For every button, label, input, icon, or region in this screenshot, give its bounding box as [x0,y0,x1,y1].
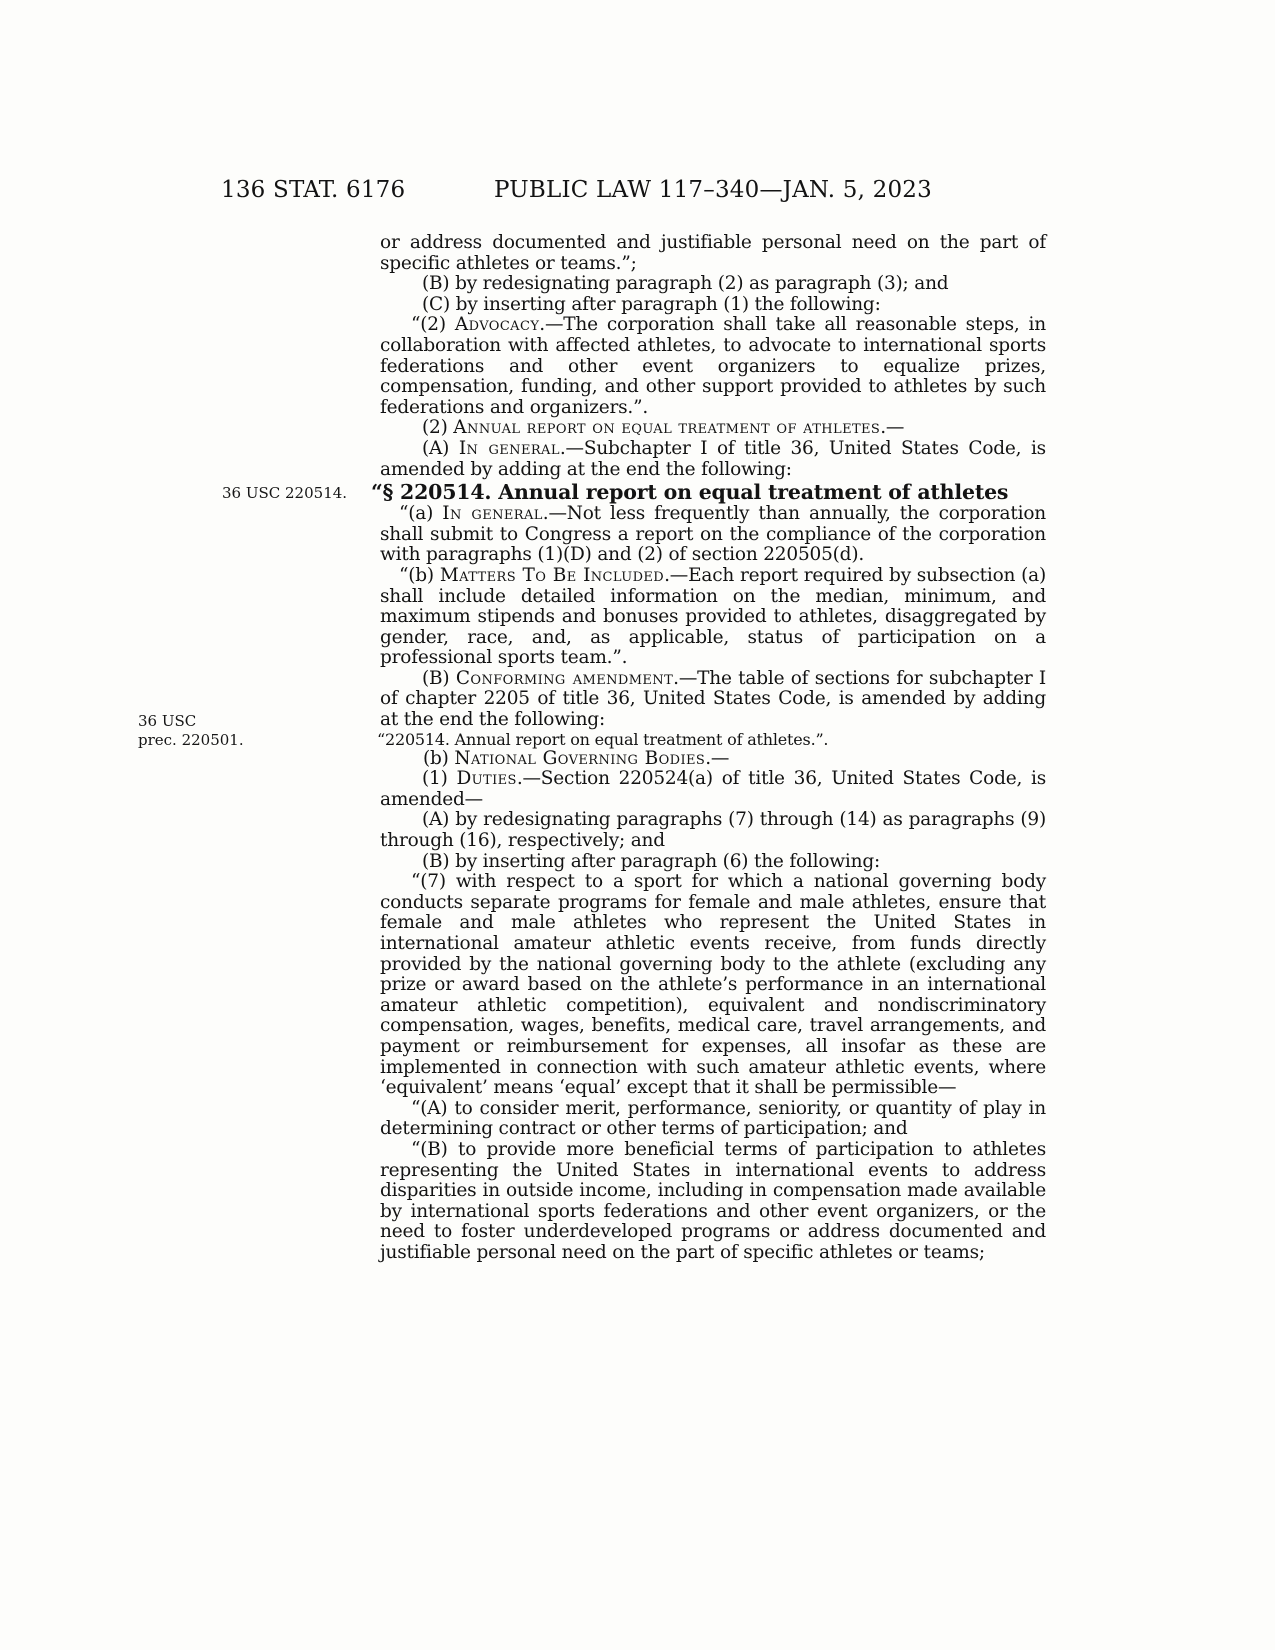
small-caps-run: National Governing Bodies [454,747,706,769]
text-run: (C) by inserting after paragraph (1) the following: [422,293,881,315]
text-run: “(a) [399,503,443,525]
table-of-sections-line [377,729,1046,749]
quoted-subpara-A-consider [380,1099,1046,1140]
quoted-subsec-b-matters [380,566,1046,669]
quoted-para-7 [380,872,1046,1099]
margin-note [138,712,288,750]
small-caps-run: In general [458,437,560,459]
small-caps-run: Conforming amendment [455,667,674,689]
text-run: “(b) [399,564,440,586]
text-run: .— [705,747,730,769]
text-run: .—Each report required by subsection (a) shall include detailed information on the median, minimum, and maximum stipends and bonuses provided to athletes, disaggregated by gender, race, and, as applicable, status of participation on a professional sports team.”. [380,564,1046,669]
margin-note-line: 36 USC 220514. [222,484,348,503]
text-run: (B) by redesignating paragraph (2) as paragraph (3); and [422,273,949,295]
small-caps-run: Advocacy [454,314,540,336]
margin-note-line: prec. 220501. [138,730,244,749]
text-run: (A) by redesignating paragraphs (7) through (14) as paragraphs (9) through (16), respectively; and [380,809,1046,852]
subpara-A-redesignating [380,810,1046,851]
margin-note-line: 36 USC [138,711,197,730]
text-run: or address documented and justifiable personal need on the part of specific athletes or teams.”; [380,232,1046,274]
text-run: .—Not less frequently than annually, the corporation shall submit to Congress a report on the compliance of the corporation with paragraphs (1)(D) and (2) of section 220505(d). [380,503,1046,566]
subsec-b-national-governing-bodies [380,749,1046,770]
text-run: .—The table of sections for subchapter I of chapter 2205 of title 36, United States Code, is amended by adding at the end the following: [380,667,1046,731]
stat-page-number: 136 STAT. 6176 [221,177,406,203]
text-run: “220514. Annual report on equal treatment of athletes.”. [377,729,829,749]
small-caps-run: In general [442,503,543,525]
subpara-B-inserting [380,852,1046,873]
small-caps-run: Duties [456,768,517,790]
text-run: “(7) with respect to a sport for which a national governing body conducts separate programs for female and male athletes, ensure that female and male athletes who represent the United States in international amateur athletic events receive, from funds directly provided by the national governing body to the athlete (excluding any prize or award based on the athlete’s performance in an international amateur athletic competition), equivalent and nondiscriminatory compensation, wages, benefits, medical care, travel arrangements, and payment or reimbursement for expenses, all insofar as these are implemented in connection with such amateur athletic events, where ‘equivalent’ means ‘equal’ except that it shall be permissible— [380,871,1046,1099]
text-run: (A) [422,437,459,459]
text-run: (2) [422,417,454,439]
text-run: .—Section 220524(a) of title 36, United States Code, is amended— [380,768,1046,810]
text-run: “(2) [411,314,455,336]
subpara-B-redesignating [380,274,1046,295]
text-run: (B) by inserting after paragraph (6) the following: [422,850,881,872]
text-run: (B) [422,667,456,689]
para-annual-report [380,418,1046,439]
clause-continuation [380,233,1046,274]
section-heading [222,480,1046,505]
quoted-subpara-B-provide [380,1140,1046,1264]
text-run: (b) [423,747,455,769]
text-run: “(B) to provide more beneficial terms of participation to athletes representing the United States in international events to address disparities in outside income, including in compensation made available by international sports federations and other event organizers, or the need to foster underdeveloped programs or address documented and justifiable personal need on the part of specific athletes or teams; [380,1138,1046,1263]
margin-note [222,484,372,503]
small-caps-run: Annual report on equal treatment of athletes [453,417,881,439]
quoted-subsec-a-in-general [380,504,1046,566]
statute-text [138,232,1046,1264]
quoted-para-advocacy [380,315,1046,418]
para-1-duties [380,769,1046,810]
subpara-A-in-general [380,439,1046,480]
small-caps-run: Matters To Be Included [439,564,665,586]
text-run: .— [880,417,905,439]
text-run: “(A) to consider merit, performance, seniority, or quantity of play in determining contract or other terms of participation; and [380,1097,1046,1140]
text-run: .—Subchapter I of title 36, United States Code, is amended by adding at the end the following: [380,437,1046,480]
text-run: .—The corporation shall take all reasonable steps, in collaboration with affected athletes, to advocate to international sports federations and other event organizers to equalize prizes, compensation, funding, and other support provided to athletes by such federations and organizers.”. [380,314,1046,418]
text-run: (1) [422,768,457,790]
text-run: “§ 220514. Annual report on equal treatment of athletes [371,480,1009,505]
law-running-head: PUBLIC LAW 117–340—JAN. 5, 2023 [494,177,932,203]
subpara-C-inserting [380,295,1046,316]
